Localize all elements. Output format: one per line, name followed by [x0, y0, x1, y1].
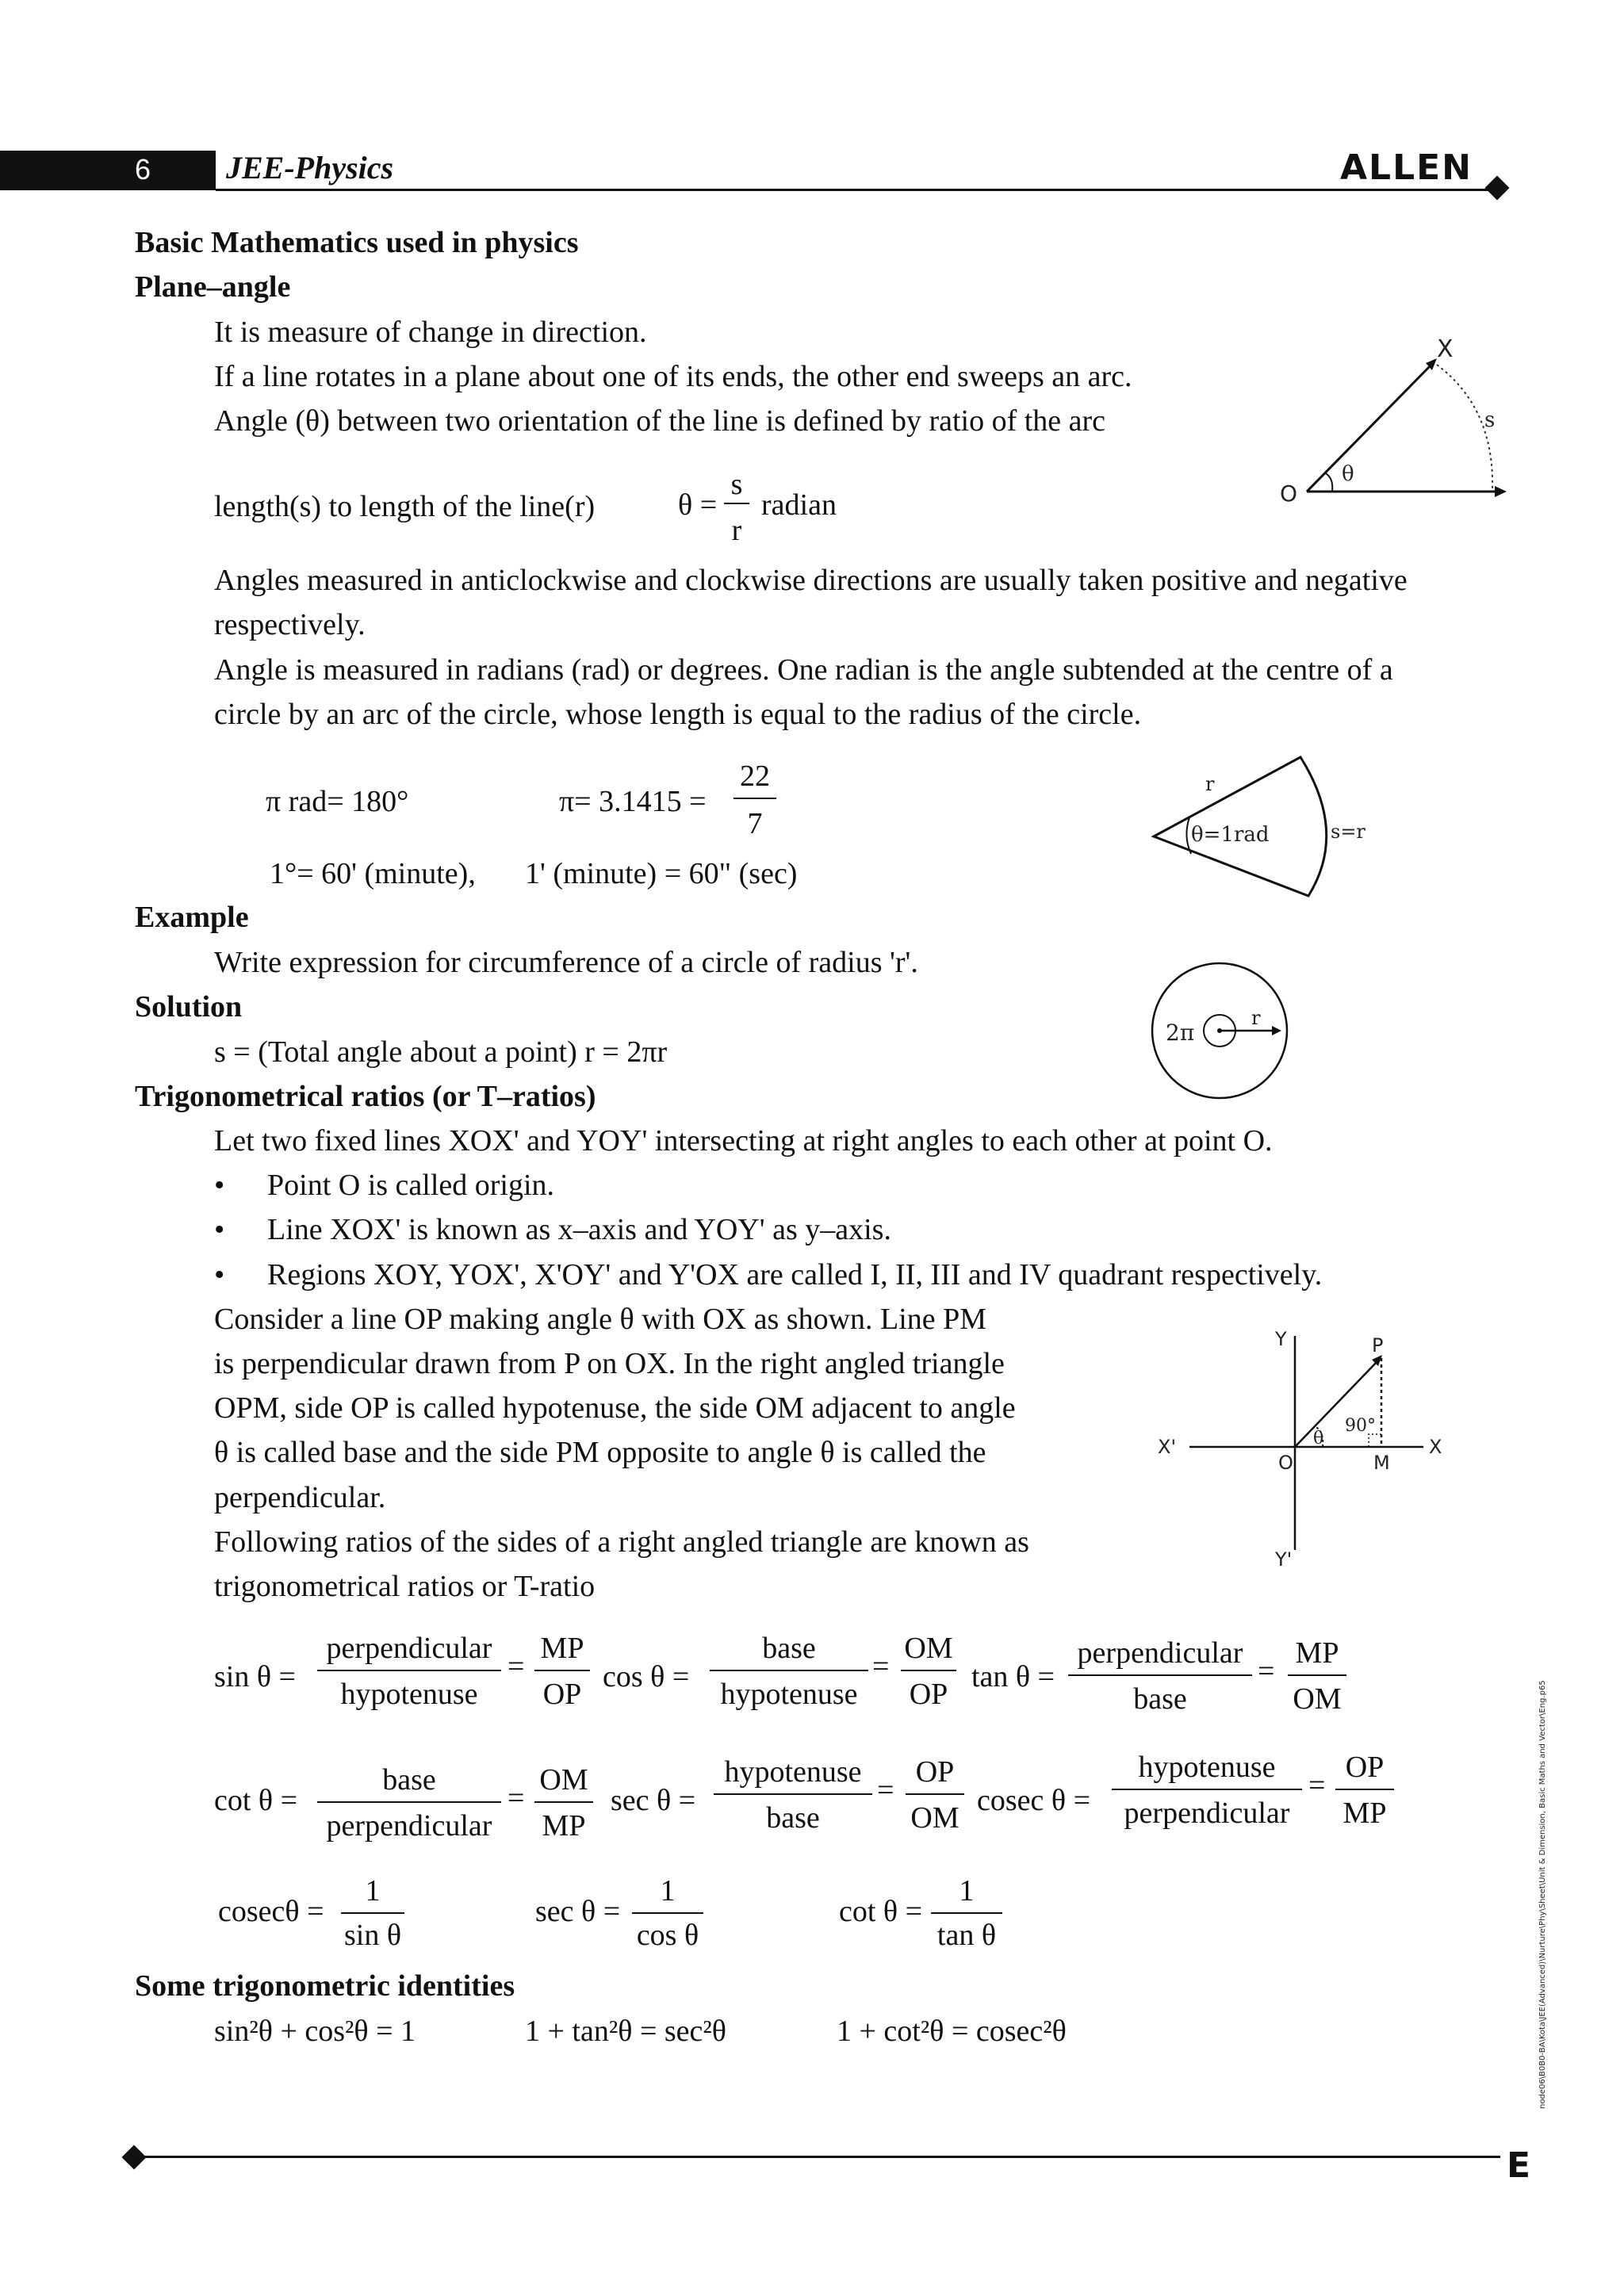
pi-num: 22 [740, 760, 770, 793]
trig-intro: Let two fixed lines XOX' and YOY' intersecting at right angles to each other at point O. [214, 1124, 1273, 1158]
recip-cosec-num: 1 [365, 1874, 381, 1908]
brand-logo: ALLEN [1340, 147, 1473, 188]
axes-y-label: Y [1275, 1328, 1287, 1350]
axes-o-label: O [1278, 1452, 1293, 1474]
sec-bar1 [714, 1793, 872, 1795]
cosec-lhs: cosec θ = [977, 1784, 1091, 1817]
cosec-den2: MP [1342, 1797, 1387, 1830]
pa-line4: length(s) to length of the line(r) [214, 490, 596, 523]
theta-lhs: θ = [678, 488, 718, 522]
bullet-text-3: Regions XOY, YOX', X'OY' and Y'OX are called I, II, III and IV quadrant respectively. [267, 1258, 1323, 1292]
recip-sec-lhs: sec θ = [535, 1895, 621, 1928]
arc-theta-label: θ [1342, 462, 1354, 486]
axes-p-label: P [1372, 1334, 1384, 1357]
bullet-symbol-2: • [214, 1213, 225, 1246]
header-title: JEE-Physics [226, 150, 394, 186]
header-black-bar [0, 151, 216, 190]
cos-bar2 [901, 1670, 956, 1671]
cos-bar1 [710, 1670, 868, 1671]
recip-cosec-bar [341, 1912, 404, 1914]
sector-r-label: r [1205, 773, 1215, 795]
op-line-6: Following ratios of the sides of a right angled triangle are known as [214, 1525, 1029, 1559]
identity-2: 1 + tan²θ = sec²θ [525, 2015, 726, 2048]
cos-num2: OM [904, 1632, 953, 1665]
sin-den1: hypotenuse [340, 1678, 478, 1711]
cot-num2: OM [539, 1763, 588, 1797]
recip-sec-bar [632, 1912, 703, 1914]
identity-3: 1 + cot²θ = cosec²θ [837, 2015, 1067, 2048]
pa-line3: Angle (θ) between two orientation of the line is defined by ratio of the arc [214, 404, 1106, 438]
op-line-1: Consider a line OP making angle θ with OX as shown. Line PM [214, 1303, 987, 1336]
pi-den: 7 [747, 807, 763, 840]
sin-num2: MP [540, 1632, 584, 1665]
axes-90-label: 90° [1345, 1416, 1376, 1436]
axes-xright-label: X [1429, 1436, 1442, 1458]
recip-cosec-den: sin θ [343, 1919, 402, 1952]
sector-theta-label: θ=1rad [1191, 823, 1270, 847]
recip-sec-den: cos θ [636, 1919, 699, 1952]
tan-bar2 [1288, 1674, 1346, 1676]
theta-bar [724, 503, 749, 504]
recip-cot-num: 1 [959, 1874, 975, 1908]
tan-bar1 [1068, 1674, 1252, 1676]
bullet-symbol-1: • [214, 1169, 225, 1202]
sec-num1: hypotenuse [724, 1755, 862, 1789]
header-rule [216, 189, 1496, 191]
example-text: Write expression for circumference of a circle of radius 'r'. [214, 946, 918, 979]
tan-eq: = [1258, 1655, 1275, 1688]
theta-arc [1324, 473, 1332, 492]
recip-cot-bar [931, 1912, 1002, 1914]
sec-eq: = [877, 1774, 894, 1807]
heading-identities: Some trigonometric identities [135, 1969, 515, 2003]
arc-s-label: s [1484, 408, 1496, 432]
sin-lhs: sin θ = [214, 1660, 296, 1693]
circle-r-label: r [1251, 1007, 1261, 1029]
cos-num1: base [762, 1632, 816, 1665]
cosec-eq: = [1308, 1769, 1326, 1802]
circle-2pi-label: 2π [1166, 1020, 1195, 1046]
axes-ybottom-label: Y' [1275, 1548, 1293, 1571]
cos-eq: = [872, 1650, 890, 1683]
pi-rad: π rad= 180° [266, 785, 409, 818]
cot-den1: perpendicular [326, 1809, 492, 1843]
sec-bar2 [906, 1793, 964, 1795]
cot-num1: base [382, 1763, 436, 1797]
sector-s-label: s=r [1331, 821, 1365, 843]
angles-p1b: respectively. [214, 608, 366, 641]
pa-line1: It is measure of change in direction. [214, 316, 647, 349]
minute-second: 1' (minute) = 60" (sec) [525, 857, 798, 890]
sector-figure [1142, 741, 1365, 900]
heading-plane-angle: Plane–angle [135, 270, 291, 304]
cos-den2: OP [909, 1678, 948, 1711]
degree-minute: 1°= 60' (minute), [270, 857, 476, 890]
op-line-5: perpendicular. [214, 1481, 386, 1514]
op-line-4: θ is called base and the side PM opposite to angle θ is called the [214, 1436, 986, 1469]
bullet-text-1: Point O is called origin. [267, 1169, 555, 1202]
heading-example: Example [135, 901, 249, 934]
header-diamond-icon [1484, 175, 1509, 200]
sin-bar2 [534, 1670, 590, 1671]
recip-cosec-lhs: cosecθ = [218, 1895, 324, 1928]
recip-sec-num: 1 [660, 1874, 676, 1908]
angles-p2a: Angle is measured in radians (rad) or degrees. One radian is the angle subtended at the centre of a [214, 653, 1393, 687]
cot-lhs: cot θ = [214, 1784, 298, 1817]
cot-den2: MP [542, 1809, 586, 1843]
arc-x-label: X [1437, 335, 1454, 363]
op-line-7: trigonometrical ratios or T-ratio [214, 1570, 596, 1603]
cot-bar1 [317, 1801, 501, 1803]
arc-arrow-x [1495, 486, 1507, 497]
tan-lhs: tan θ = [971, 1660, 1055, 1693]
theta-num: s [730, 468, 743, 501]
heading-solution: Solution [135, 990, 243, 1024]
cosec-num1: hypotenuse [1138, 1751, 1276, 1784]
sec-den1: base [766, 1801, 820, 1835]
sidebar-path: node06\B0B0-BA\Kota\JEE(Advanced)\Nurture\Phy\Sheet\Unit & Dimension, Basic Maths and Vector\Eng.p65 [1538, 1680, 1547, 2109]
cosec-num2: OP [1345, 1751, 1385, 1784]
bullet-symbol-3: • [214, 1258, 225, 1292]
solution-text: s = (Total angle about a point) r = 2πr [214, 1035, 668, 1069]
recip-cot-den: tan θ [936, 1919, 997, 1952]
sin-eq: = [508, 1650, 525, 1683]
circle-figure [1148, 959, 1291, 1102]
right-angle-mark [1369, 1434, 1381, 1447]
op-line-3: OPM, side OP is called hypotenuse, the side OM adjacent to angle [214, 1391, 1016, 1425]
theta-den: r [731, 514, 742, 547]
cot-eq: = [508, 1781, 525, 1815]
page-number: 6 [135, 153, 151, 186]
axes-theta-label: θ [1313, 1429, 1324, 1448]
axes-figure [1150, 1320, 1467, 1574]
arc-o-label: O [1280, 480, 1298, 507]
angles-p1a: Angles measured in anticlockwise and clockwise directions are usually taken positive and negative [214, 564, 1408, 597]
sec-lhs: sec θ = [611, 1784, 696, 1817]
tan-den2: OM [1293, 1682, 1342, 1716]
sin-bar1 [317, 1670, 501, 1671]
pi-bar [733, 798, 776, 799]
tan-num1: perpendicular [1077, 1636, 1243, 1670]
cosec-den1: perpendicular [1124, 1797, 1290, 1830]
heading-main: Basic Mathematics used in physics [135, 226, 579, 259]
op-line-2: is perpendicular drawn from P on OX. In the right angled triangle [214, 1347, 1005, 1380]
tan-den1: base [1133, 1682, 1187, 1716]
pi-value: π= 3.1415 = [559, 785, 707, 818]
axes-xleft-label: X' [1158, 1436, 1177, 1458]
cot-bar2 [534, 1801, 593, 1803]
cos-lhs: cos θ = [603, 1660, 690, 1693]
axes-m-label: M [1373, 1452, 1390, 1474]
footer-rule [135, 2156, 1500, 2158]
identity-1: sin²θ + cos²θ = 1 [214, 2015, 416, 2048]
sin-den2: OP [542, 1678, 582, 1711]
sin-num1: perpendicular [326, 1632, 492, 1665]
tan-num2: MP [1295, 1636, 1339, 1670]
cosec-bar1 [1112, 1789, 1302, 1790]
sec-num2: OP [915, 1755, 955, 1789]
cosec-bar2 [1335, 1789, 1394, 1790]
sec-den2: OM [910, 1801, 959, 1835]
radius-arrow [1272, 1026, 1281, 1035]
angles-p2b: circle by an arc of the circle, whose length is equal to the radius of the circle. [214, 698, 1142, 731]
bullet-text-2: Line XOX' is known as x–axis and YOY' as y–axis. [267, 1213, 891, 1246]
recip-cot-lhs: cot θ = [839, 1895, 923, 1928]
arc-figure [1269, 333, 1507, 515]
heading-trig: Trigonometrical ratios (or T–ratios) [135, 1080, 596, 1113]
pa-line2: If a line rotates in a plane about one of its ends, the other end sweeps an arc. [214, 360, 1132, 393]
theta-unit: radian [761, 488, 837, 522]
footer-letter: E [1507, 2145, 1531, 2186]
cos-den1: hypotenuse [720, 1678, 858, 1711]
